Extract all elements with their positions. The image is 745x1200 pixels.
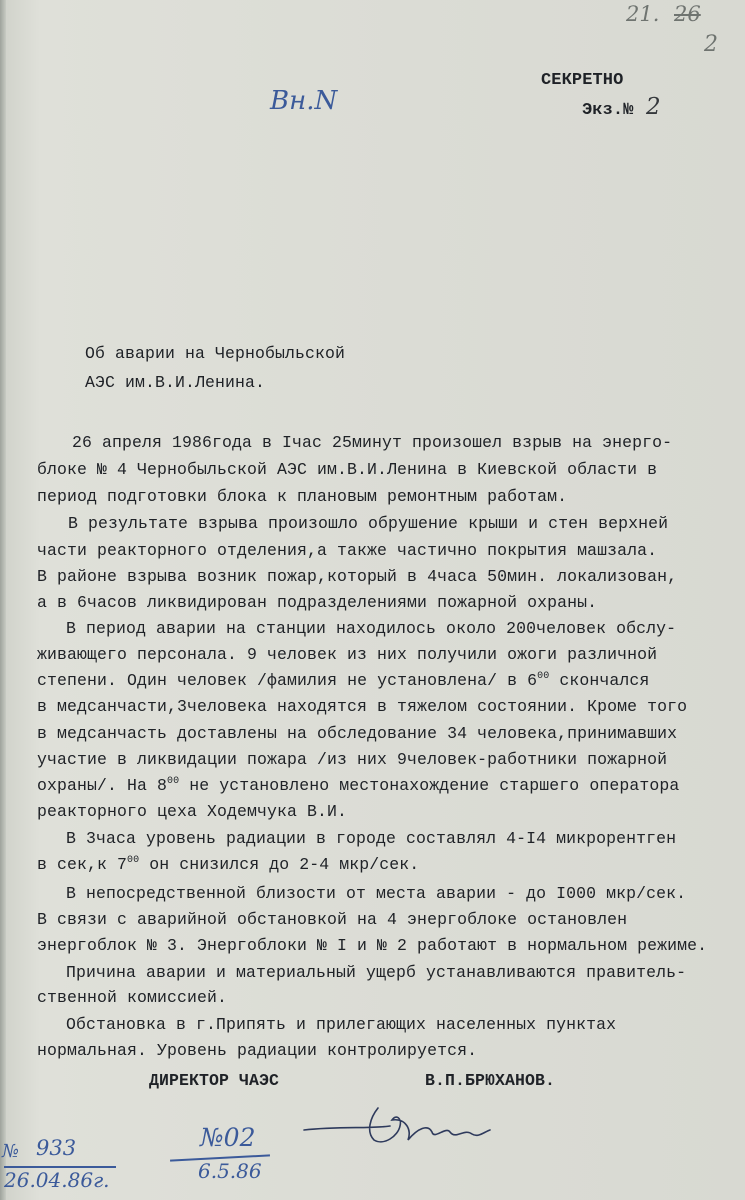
signatory-name: В.П.БРЮХАНОВ. [425, 1071, 556, 1090]
body-line: части реакторного отделения,а также частично покрытия машзала. [37, 541, 658, 560]
time-superscript: 00 [127, 855, 140, 866]
body-text: он снизился до 2-4 мкр/сек. [149, 855, 420, 874]
registration-date: 26.04.86г. [4, 1168, 110, 1192]
page-number: 21. [626, 2, 660, 26]
subject-line-2: АЭС им.В.И.Ленина. [85, 373, 266, 392]
subject-line-1: Об аварии на Чернобыльской [85, 344, 346, 363]
body-line: В непосредственной близости от места аварии - до I000 мкр/сек. [66, 884, 687, 903]
body-line: В 3часа уровень радиации в городе составлял 4-I4 микрорентген [66, 829, 677, 848]
body-line: энергоблок № 3. Энергоблоки № I и № 2 работают в нормальном режиме. [37, 936, 708, 955]
body-line: нормальная. Уровень радиации контролируется. [37, 1041, 478, 1060]
body-line [37, 673, 649, 690]
body-line [37, 857, 419, 874]
classification-label: СЕКРЕТНО [541, 71, 624, 90]
binding-edge [0, 0, 6, 1200]
copy-number: 2 [646, 94, 661, 120]
body-line: блоке № 4 Чернобыльской АЭС им.В.И.Ленина в Киевской области в [37, 460, 658, 479]
body-line [37, 699, 687, 716]
body-line: ственной комиссией. [37, 988, 228, 1007]
body-line: В районе взрыва возник пожар,который в 4часа 50мин. локализован, [37, 567, 678, 586]
body-text: охраны/. На 8 [37, 776, 168, 795]
time-superscript: 00 [167, 776, 180, 787]
body-line: Обстановка в г.Припять и прилегающих населенных пунктах [66, 1015, 617, 1034]
body-line [37, 778, 679, 795]
registration-prefix: № [2, 1141, 20, 1162]
body-text: в медсанчасти,3человека находятся в тяжелом состоянии. [37, 697, 578, 716]
body-line: участие в ликвидации пожара /из них 9человек-работники пожарной [37, 750, 668, 769]
body-line: а в 6часов ликвидирован подразделениями пожарной охраны. [37, 593, 598, 612]
copy-label: Экз.№ [582, 101, 634, 120]
registration-number: 933 [36, 1136, 77, 1160]
body-text: в сек,к 7 [37, 855, 128, 874]
page-number-struck: 26 [674, 2, 701, 26]
body-text: степени. [37, 671, 118, 690]
body-line: период подготовки блока к плановым ремонтным работам. [37, 487, 568, 506]
body-text: не установлено местонахождение старшего оператора [189, 776, 680, 795]
body-text: скончался [559, 671, 650, 690]
body-line: реакторного цеха Ходемчука В.И. [37, 802, 348, 821]
copy-note-date: 6.5.86 [198, 1159, 262, 1183]
body-line: 26 апреля 1986года в Iчас 25минут произошел взрыв на энерго- [72, 433, 673, 452]
handwritten-signature [300, 1096, 500, 1156]
body-line: в медсанчасть доставлены на обследование 34 человека,принимавших [37, 724, 678, 743]
signatory-title: ДИРЕКТОР ЧАЭС [149, 1071, 280, 1090]
incoming-mark: Вн.N [270, 86, 338, 116]
sheet-number: 2 [704, 32, 718, 57]
body-text: Один человек /фамилия не установлена/ в 6 [127, 671, 538, 690]
body-text: Кроме того [587, 697, 688, 716]
copy-note-number: №02 [200, 1123, 256, 1152]
body-line: живающего персонала. 9 человек из них получили ожоги различной [37, 645, 658, 664]
body-line: Причина аварии и материальный ущерб устанавливаются правитель- [66, 963, 687, 982]
time-superscript: 00 [537, 671, 550, 682]
body-line: В связи с аварийной обстановкой на 4 энергоблоке остановлен [37, 910, 628, 929]
body-line: В результате взрыва произошло обрушение крыши и стен верхней [68, 514, 669, 533]
body-line: В период аварии на станции находилось около 200человек обслу- [66, 619, 677, 638]
